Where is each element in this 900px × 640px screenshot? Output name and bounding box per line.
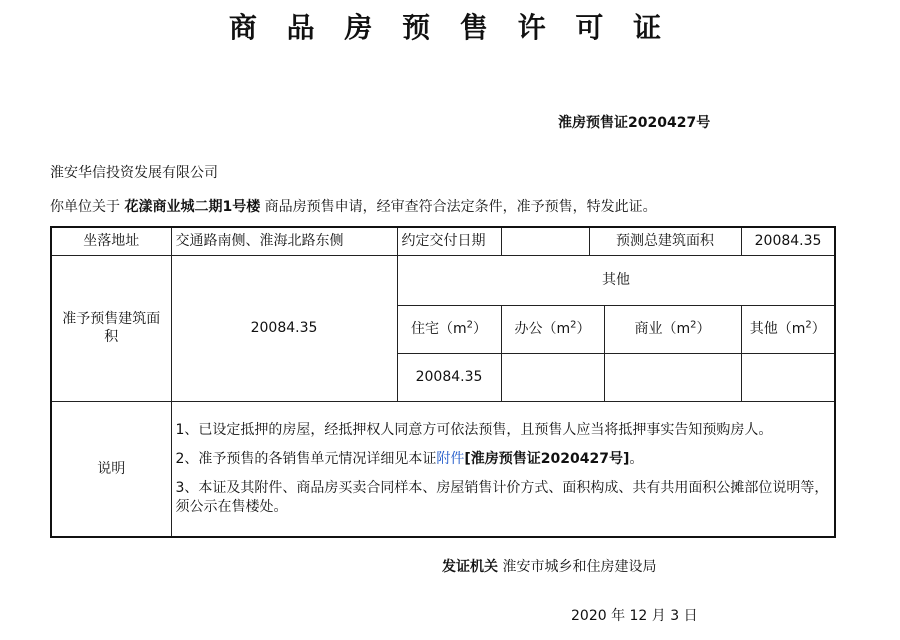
issuer-value: 淮安市城乡和住房建设局 [502,559,657,575]
issue-date: 2020 年 12 月 3 日 [571,608,698,624]
note-2: 2、准予预售的各销售单元情况详细见本证附件[淮房预售证2020427号]。 [175,450,644,467]
approval-suffix: 商品房预售申请，经审查符合法定条件，准予预售，特发此证。 [264,199,657,215]
row-location [51,227,835,255]
other-value [741,353,835,401]
approval-prefix: 你单位关于 [50,199,120,215]
issuer-label: 发证机关 [442,559,498,575]
delivery-date-value [501,227,589,255]
col-commercial: 商业$(m^2)$ [604,305,741,353]
location-value: 交通路南侧、淮海北路东侧 [171,227,397,255]
approval-statement [50,196,657,216]
certificate-number: 淮房预售证2020427号 [558,115,711,131]
notes-label: 说明 [51,401,171,537]
other-header: 其他 [397,255,835,305]
project-name: 花漾商业城二期1号楼 [124,199,261,215]
commercial-value [604,353,741,401]
col-other: 其他$(m^2)$ [741,305,835,353]
attachment-ref: [淮房预售证2020427号] [464,450,630,467]
note-3: 3、本证及其附件、商品房买卖合同样本、房屋销售计价方式、面积构成、共有共用面积公摊部位说明等，须公示在售楼处。 [175,479,829,515]
total-area-label: 预测总建筑面积 [589,227,741,255]
location-label: 坐落地址 [51,227,171,255]
row-notes [51,401,835,537]
company-name: 淮安华信投资发展有限公司 [50,165,218,181]
notes-content [171,401,835,537]
office-value [501,353,604,401]
attachment-link[interactable]: 附件 [436,450,465,467]
total-area-value: 20084.35 [741,227,835,255]
presale-area-label: 准予预售建筑面积 [51,255,171,401]
permit-table [50,226,836,538]
residential-value: 20084.35 [397,353,501,401]
delivery-date-label: 约定交付日期 [397,227,501,255]
document-title: 商 品 房 预 售 许 可 证 [228,11,672,44]
col-office: 办公$(m^2)$ [501,305,604,353]
row-other-header [51,255,835,305]
issuing-authority [442,556,656,576]
presale-area-value: 20084.35 [171,255,397,401]
note-1: 1、已设定抵押的房屋，经抵押权人同意方可依法预售，且预售人应当将抵押事实告知预购房人。 [175,421,773,438]
col-residential: 住宅$(m^2)$ [397,305,501,353]
